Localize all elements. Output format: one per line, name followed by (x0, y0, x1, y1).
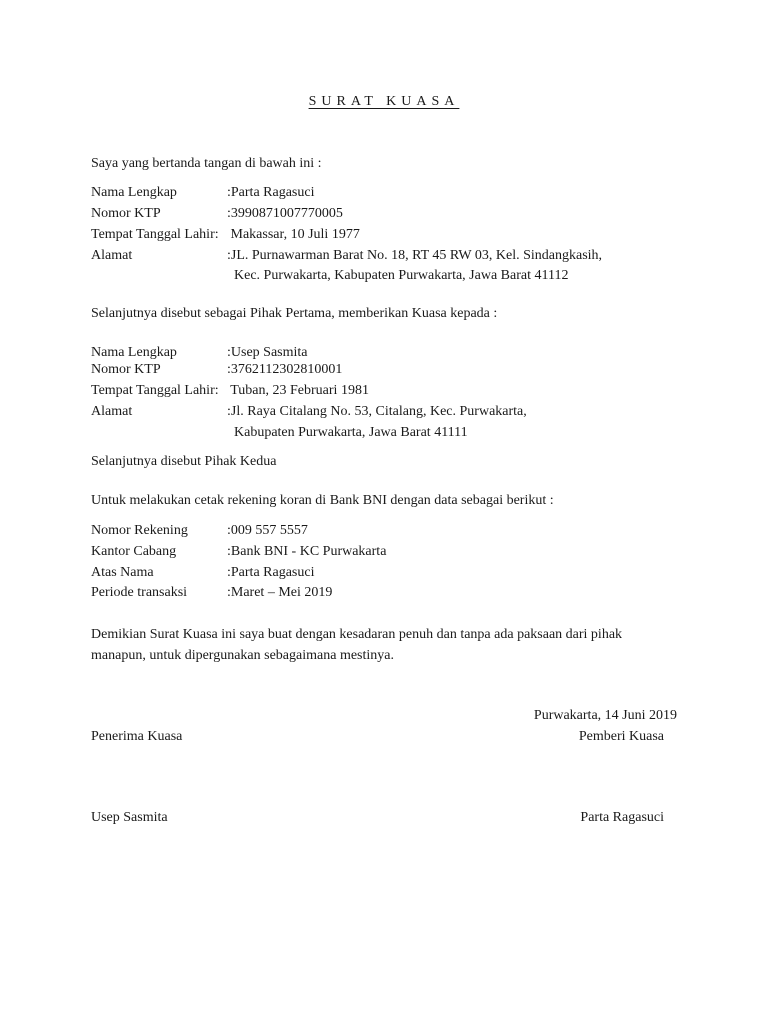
nama-label: Nama Lengkap (91, 345, 177, 360)
nama-label: Nama Lengkap (91, 185, 177, 200)
kantor-cabang-value: Bank BNI - KC Purwakarta (230, 544, 387, 559)
alamat-label: Alamat (91, 404, 133, 419)
penerima-kuasa-name: Usep Sasmita (91, 810, 168, 825)
atas-nama-value: Parta Ragasuci (230, 565, 315, 580)
ktp-value: 3990871007770005 (230, 206, 343, 221)
periode-label: Periode transaksi (91, 585, 188, 600)
periode-value: Maret – Mei 2019 (230, 585, 333, 600)
ttl-label: Tempat Tanggal Lahir: (91, 383, 219, 398)
place-date: Purwakarta, 14 Juni 2019 (533, 708, 677, 723)
pihak-kedua-alamat-row: Alamat :Jl. Raya Citalang No. 53, Citalang, Kec. Purwakarta, (91, 402, 527, 422)
pemberi-kuasa-label: Pemberi Kuasa (578, 729, 664, 744)
alamat-label: Alamat (91, 248, 133, 263)
ktp-value: 3762112302810001 (230, 362, 343, 377)
alamat-value-1: JL. Purnawarman Barat No. 18, RT 45 RW 03, Kel. Sindangkasih, (230, 248, 603, 263)
ktp-label: Nomor KTP (91, 206, 161, 221)
rekening-nomor-row: Nomor Rekening :009 557 5557 (91, 521, 308, 541)
pihak-kedua-ttl-row (91, 381, 369, 401)
nama-value: Usep Sasmita (230, 345, 308, 360)
penerima-kuasa-label: Penerima Kuasa (91, 729, 183, 744)
closing-line-2: manapun, untuk dipergunakan sebagaimana mestinya. (91, 648, 394, 663)
rekening-periode-row: Periode transaksi :Maret – Mei 2019 (91, 583, 332, 603)
pemberi-kuasa-name: Parta Ragasuci (580, 810, 664, 825)
document-title: SURAT KUASA (308, 94, 460, 109)
nama-value: Parta Ragasuci (230, 185, 315, 200)
pihak-pertama-alamat-row: Alamat :JL. Purnawarman Barat No. 18, RT 45 RW 03, Kel. Sindangkasih, (91, 246, 602, 266)
nomor-rekening-value: 009 557 5557 (230, 523, 308, 538)
statement-pihak-pertama: Selanjutnya disebut sebagai Pihak Pertama, memberikan Kuasa kepada : (91, 306, 498, 321)
kantor-cabang-label: Kantor Cabang (91, 544, 177, 559)
pihak-kedua-nama-row: Nama Lengkap :Usep Sasmita (91, 343, 308, 363)
rekening-atas-nama-row: Atas Nama :Parta Ragasuci (91, 563, 314, 583)
pihak-kedua-ktp-row: Nomor KTP :3762112302810001 (91, 360, 342, 380)
pihak-pertama-ttl-row (91, 225, 360, 245)
pihak-kedua-alamat-line-2: Kabupaten Purwakarta, Jawa Barat 41111 (234, 425, 468, 440)
nomor-rekening-label: Nomor Rekening (91, 523, 188, 538)
statement-pihak-kedua: Selanjutnya disebut Pihak Kedua (91, 454, 277, 469)
pihak-pertama-alamat-line-2: Kec. Purwakarta, Kabupaten Purwakarta, Jawa Barat 41112 (234, 268, 569, 283)
closing-line-1: Demikian Surat Kuasa ini saya buat dengan kesadaran penuh dan tanpa ada paksaan dari pihak (91, 627, 623, 642)
atas-nama-label: Atas Nama (91, 565, 154, 580)
ktp-label: Nomor KTP (91, 362, 161, 377)
pihak-pertama-nama-row: Nama Lengkap :Parta Ragasuci (91, 183, 314, 203)
alamat-value-1: Jl. Raya Citalang No. 53, Citalang, Kec. Purwakarta, (230, 404, 527, 419)
rekening-kantor-row: Kantor Cabang :Bank BNI - KC Purwakarta (91, 542, 386, 562)
intro-text: Saya yang bertanda tangan di bawah ini : (91, 156, 322, 171)
ttl-value: Makassar, 10 Juli 1977 (230, 227, 360, 242)
statement-purpose: Untuk melakukan cetak rekening koran di Bank BNI dengan data sebagai berikut : (91, 493, 554, 508)
ttl-label: Tempat Tanggal Lahir: (91, 227, 219, 242)
pihak-pertama-ktp-row: Nomor KTP :3990871007770005 (91, 204, 343, 224)
ttl-value: Tuban, 23 Februari 1981 (230, 383, 369, 398)
